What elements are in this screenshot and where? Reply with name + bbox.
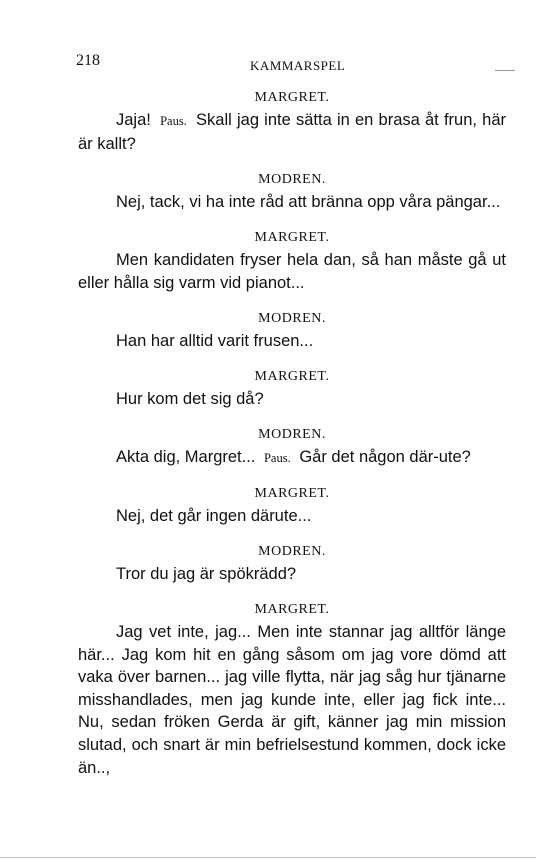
- page-header: [70, 52, 506, 78]
- speaker-name: MARGRET.: [254, 230, 330, 245]
- speaker-name: MODREN.: [258, 427, 326, 442]
- stage-direction: Paus.: [160, 114, 187, 128]
- speech-line: [78, 109, 506, 156]
- speech-line: Han har alltid varit frusen...: [116, 332, 314, 350]
- speech-line: Nej, tack, vi ha inte råd att bränna opp våra pängar...: [116, 193, 501, 211]
- speaker-name: MARGRET.: [254, 369, 330, 384]
- page-bottom-edge: [0, 857, 536, 858]
- speaker-name: MODREN.: [258, 311, 326, 326]
- speech-text: Skall jag inte sätta in en brasa åt frun, här är kallt?: [78, 111, 506, 153]
- speech-text: Akta dig, Margret...: [116, 448, 256, 466]
- running-head: KAMMARSPEL: [250, 58, 346, 73]
- speech-line: Men kandidaten fryser hela dan, så han måste gå ut eller hålla sig varm vid pianot...: [78, 251, 506, 292]
- speech-line: Nej, det går ingen därute...: [116, 507, 312, 525]
- speech-text: Går det någon där-ute?: [299, 448, 471, 466]
- speaker-name: MARGRET.: [254, 486, 330, 501]
- speaker-name: MARGRET.: [254, 90, 330, 105]
- speech-line: Jag vet inte, jag... Men inte stannar jag alltför länge här... Jag kom hit en gång såsom om jag vore dömd att vaka över barnen... jag ville flytta, när jag såg hur tjänarne misshandlades, men jag kunde inte, eller jag fick inte... Nu, sedan fröken Gerda är gift, känner jag min mission slutad, och snart är min befrielsestund kommen, dock icke än..,: [78, 623, 506, 777]
- speech-line: [78, 446, 506, 470]
- speech-line: Hur kom det sig då?: [116, 390, 264, 408]
- header-rule: [495, 70, 515, 71]
- speaker-name: MARGRET.: [254, 602, 330, 617]
- speaker-name: MODREN.: [258, 172, 326, 187]
- speaker-name: MODREN.: [258, 544, 326, 559]
- play-text: [78, 87, 506, 792]
- speech-line: Tror du jag är spökrädd?: [116, 565, 297, 583]
- stage-direction: Paus.: [263, 451, 291, 465]
- speech-text: Jaja!: [116, 111, 151, 129]
- page-number: 218: [76, 52, 100, 69]
